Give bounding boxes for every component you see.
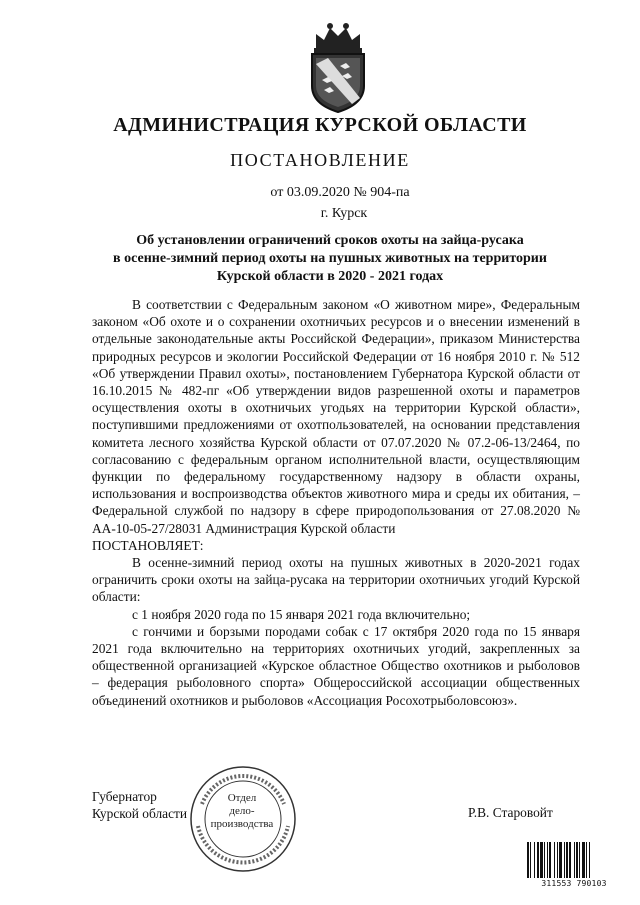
title-line: в осенне-зимний период охоты на пушных животных на территории [113,251,547,266]
body-paragraph: с 1 ноября 2020 года по 15 января 2021 года включительно; [132,606,471,622]
document-body [92,296,580,709]
body-paragraph: В осенне-зимний период охоты на пушных животных в 2020-2021 годах ограничить сроки охоты на зайца-русака на территории охотничьих угодий Курской области: [92,555,580,605]
signatory-position [92,788,187,822]
stamp-text-line: производства [210,818,274,830]
barcode-icon [527,842,621,878]
barcode-number: 311553 790103 [541,879,607,888]
stamp-text-line: Отдел [227,792,257,804]
signatory-name: Р.В. Старовойт [468,805,553,820]
document-title [30,232,630,286]
title-line: Об установлении ограничений сроков охоты на зайца-русака [136,233,524,248]
signatory-position-line: Курской области [92,806,188,822]
title-line: Курской области в 2020 - 2021 годах [216,269,444,284]
stamp-text [206,792,278,831]
document-city: г. Курск [320,206,368,221]
document-type: ПОСТАНОВЛЕНИЕ [230,150,410,170]
decree-word: ПОСТАНОВЛЯЕТ: [92,537,204,553]
body-paragraph: с гончими и борзыми породами собак с 17 октября 2020 года по 15 января 2021 года включительно на территориях охотничьих угодий, закрепленных за общественной организацией «Курское областное Общество охотников и рыболовов – федерация рыболовного спорта» Общероссийской ассоциации общественных объединений охотников и рыболовов «Ассоциация Росохотрыболовсоюз». [92,623,580,708]
organization-name: АДМИНИСТРАЦИЯ КУРСКОЙ ОБЛАСТИ [113,114,527,136]
stamp-text-line: дело- [229,805,255,817]
signatory-position-line: Губернатор [92,789,157,804]
coat-of-arms-icon [302,18,374,114]
document-date-number: от 03.09.2020 № 904-па [270,185,410,200]
body-paragraph: В соответствии с Федеральным законом «О животном мире», Федеральным законом «Об охоте и о сохранении охотничьих ресурсов и о внесении изменений в отдельные законодательные акты Российской Федерации», приказом Министерства природных ресурсов и экологии Российской Федерации от 16 ноября 2010 г. № 512 «Об утверждении Правил охоты», постановлением Губернатора Курской области от 16.10.2015 № 482-пг «Об утверждении видов разрешенной охоты и параметров осуществления охоты в охотничьих угодьях на территории Курской области», поступившими предложениями от охотпользователей, на основании представления комитета лесного хозяйства Курской области от 07.07.2020 № 07.2-06-13/2464, по согласованию с федеральным органом исполнительной власти, осуществляющим функции по федеральному государственному надзору в области охраны, использования и воспроизводства объектов животного мира и среды их обитания, – Федеральной службой по надзору в сфере природопользования от 27.08.2020 № АА-10-05-27/28031 Администрация Курской области [92,297,580,536]
